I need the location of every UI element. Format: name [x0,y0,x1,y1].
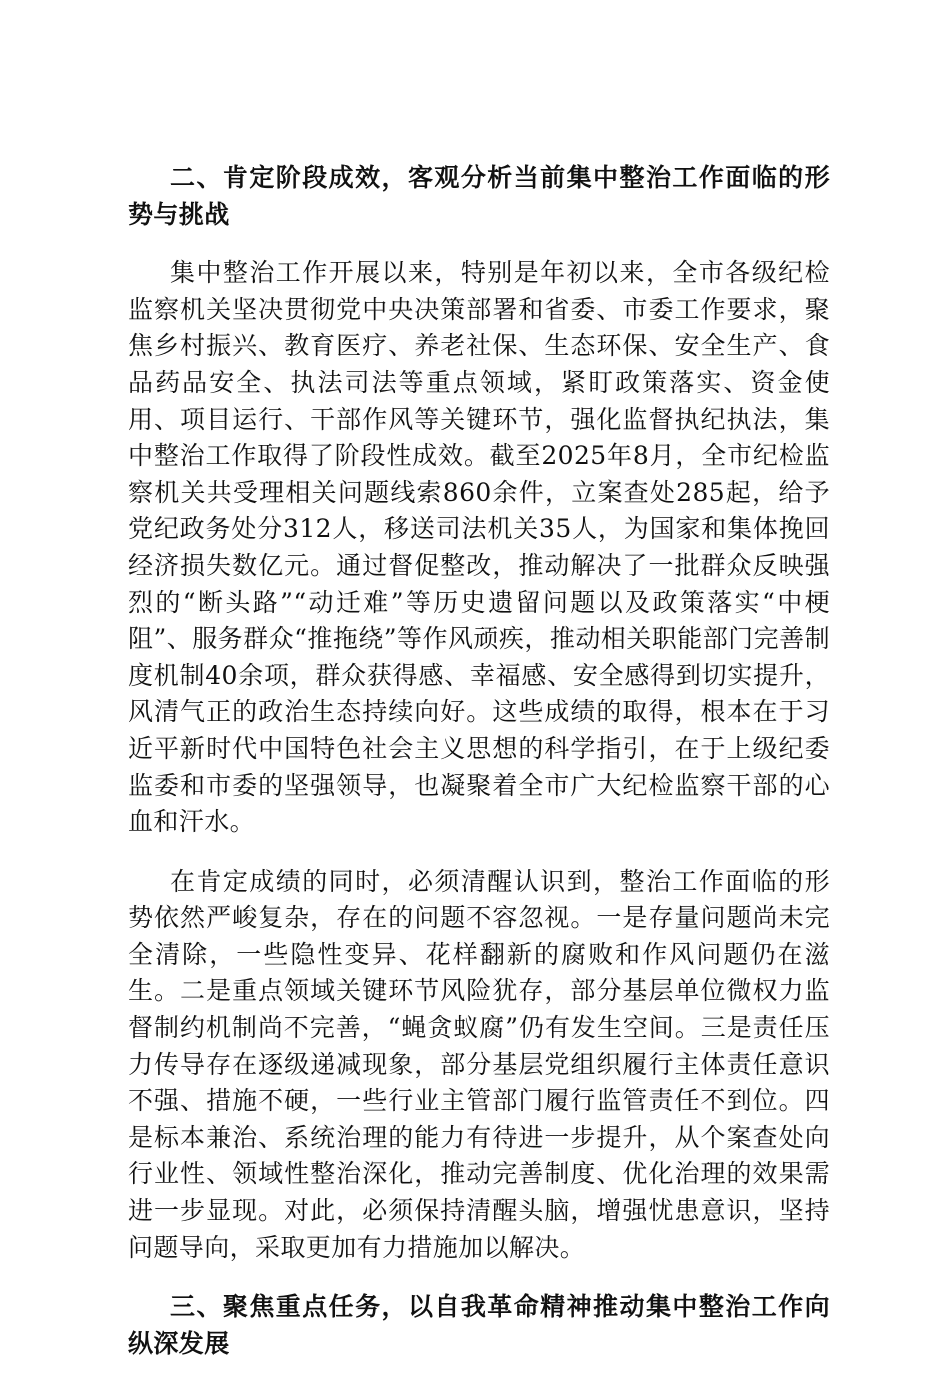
body-paragraph-2: 在肯定成绩的同时，必须清醒认识到，整治工作面临的形势依然严峻复杂，存在的问题不容忽视。一是存量问题尚未完全清除，一些隐性变异、花样翻新的腐败和作风问题仍在滋生。二是重点领域关键环节风险犹存，部分基层单位微权力监督制约机制尚不完善，“蝇贪蚁腐”仍有发生空间。三是责任压力传导存在逐级递减现象，部分基层党组织履行主体责任意识不强、措施不硬，一些行业主管部门履行监管责任不到位。四是标本兼治、系统治理的能力有待进一步提升，从个案查处向行业性、领域性整治深化，推动完善制度、优化治理的效果需进一步显现。对此，必须保持清醒头脑，增强忧患意识，坚持问题导向，采取更加有力措施加以解决。 [128,866,830,1262]
section-heading-3: 三、聚焦重点任务，以自我革命精神推动集中整治工作向纵深发展 [128,1292,830,1358]
document-body [128,160,830,1384]
body-paragraph-1: 集中整治工作开展以来，特别是年初以来，全市各级纪检监察机关坚决贯彻党中央决策部署和省委、市委工作要求，聚焦乡村振兴、教育医疗、养老社保、生态环保、安全生产、食品药品安全、执法司法等重点领域，紧盯政策落实、资金使用、项目运行、干部作风等关键环节，强化监督执纪执法，集中整治工作取得了阶段性成效。截至2025年8月，全市纪检监察机关共受理相关问题线索860余件，立案查处285起，给予党纪政务处分312人，移送司法机关35人，为国家和集体挽回经济损失数亿元。通过督促整改，推动解决了一批群众反映强烈的“断头路”“动迁难”等历史遗留问题以及政策落实“中梗阻”、服务群众“推拖绕”等作风顽疾，推动相关职能部门完善制度机制40余项，群众获得感、幸福感、安全感得到切实提升，风清气正的政治生态持续向好。这些成绩的取得，根本在于习近平新时代中国特色社会主义思想的科学指引，在于上级纪委监委和市委的坚强领导，也凝聚着全市广大纪检监察干部的心血和汗水。 [128,258,830,837]
section-heading-2: 二、肯定阶段成效，客观分析当前集中整治工作面临的形势与挑战 [128,163,830,229]
